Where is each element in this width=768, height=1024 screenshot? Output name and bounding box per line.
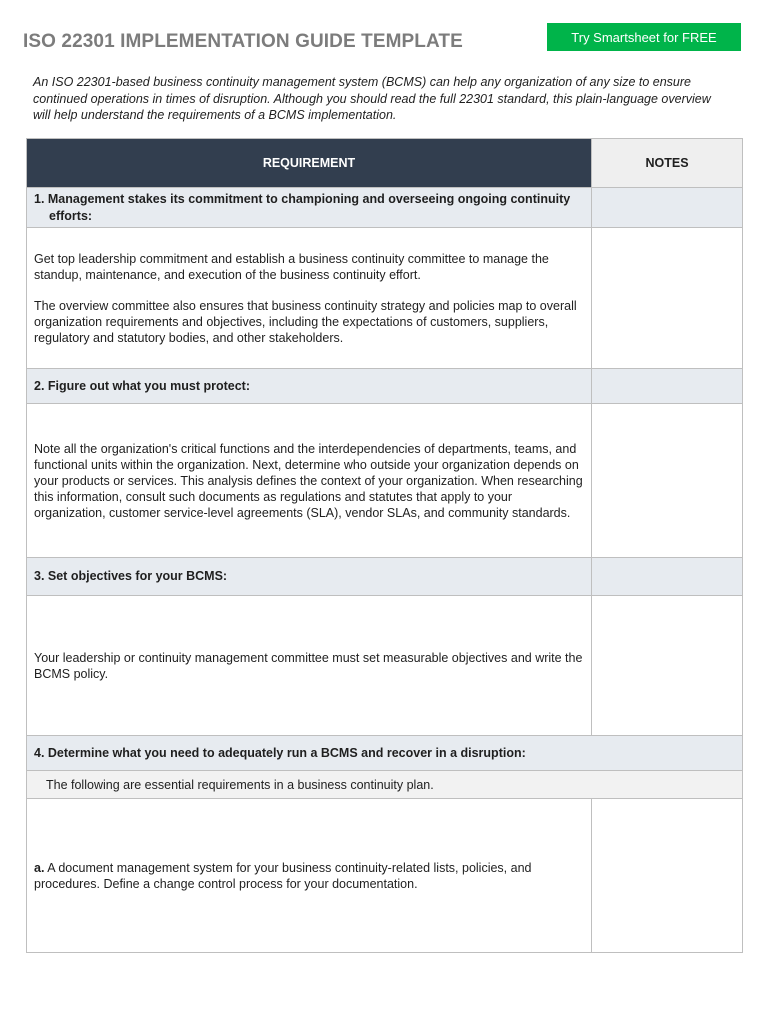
section-heading-row	[27, 736, 743, 771]
section-1-heading: 1. Management stakes its commitment to championing and overseeing ongoing continuity efforts:	[34, 191, 571, 223]
section-3-notes-input[interactable]	[592, 596, 743, 736]
section-subnote-row	[27, 771, 743, 799]
item-a-marker: a.	[34, 860, 45, 875]
section-2-paragraph-1: Note all the organization's critical functions and the interdependencies of departments, teams, and functional units within the organization. Next, determine who outside your organization depends on your products or services. This analysis defines the context of your organization. When researching this information, consult such documents as regulations and statutes that apply to your organization, customer service-level agreements (SLA), vendor SLAs, and community standards.	[34, 441, 583, 520]
section-1-paragraph-1: Get top leadership commitment and establish a business continuity committee to manage the standup, maintenance, and execution of the business continuity effort.	[34, 251, 549, 282]
table-header-row	[27, 139, 743, 188]
section-body-row	[27, 799, 743, 953]
section-4-subnote: The following are essential requirements in a business continuity plan.	[46, 777, 434, 792]
section-3-heading: 3. Set objectives for your BCMS:	[34, 569, 228, 583]
section-1-body	[27, 251, 591, 346]
section-2-notes-input[interactable]	[592, 404, 743, 558]
section-body-row	[27, 228, 743, 369]
section-heading-row	[27, 188, 743, 228]
intro-paragraph: An ISO 22301-based business continuity management system (BCMS) can help any organization of any size to ensure continued operations in times of disruption. Although you should read the full 22301 standard, this plain-language overview will help understand the requirements of a BCMS implementation.	[33, 75, 711, 122]
section-2-body	[27, 441, 591, 521]
try-smartsheet-button[interactable]: Try Smartsheet for FREE	[547, 23, 741, 51]
section-body-row	[27, 596, 743, 736]
section-3-notes-cell[interactable]	[592, 558, 743, 596]
section-heading-row	[27, 558, 743, 596]
section-4-notes-input[interactable]	[592, 799, 743, 953]
section-2-notes-cell[interactable]	[592, 369, 743, 404]
section-1-notes-cell[interactable]	[592, 188, 743, 228]
section-body-row	[27, 404, 743, 558]
section-3-paragraph-1: Your leadership or continuity management committee must set measurable objectives and write the BCMS policy.	[34, 650, 583, 681]
notes-column-header: NOTES	[592, 139, 743, 188]
item-a-text: A document management system for your business continuity-related lists, policies, and procedures. Define a change control process for your documentation.	[34, 860, 532, 891]
section-1-paragraph-2: The overview committee also ensures that business continuity strategy and policies map to overall organization requirements and objectives, including the expectations of customers, suppliers, regulatory and statutory bodies, and other stakeholders.	[34, 298, 577, 345]
section-4-item-a	[27, 860, 591, 892]
section-1-notes-input[interactable]	[592, 228, 743, 369]
page-title: ISO 22301 IMPLEMENTATION GUIDE TEMPLATE	[23, 31, 463, 52]
section-4-heading: 4. Determine what you need to adequately run a BCMS and recover in a disruption:	[34, 745, 526, 760]
implementation-guide-table	[26, 138, 743, 953]
requirement-column-header: REQUIREMENT	[27, 139, 592, 188]
section-3-body	[27, 650, 591, 682]
section-heading-row	[27, 369, 743, 404]
section-2-heading: 2. Figure out what you must protect:	[34, 378, 250, 393]
